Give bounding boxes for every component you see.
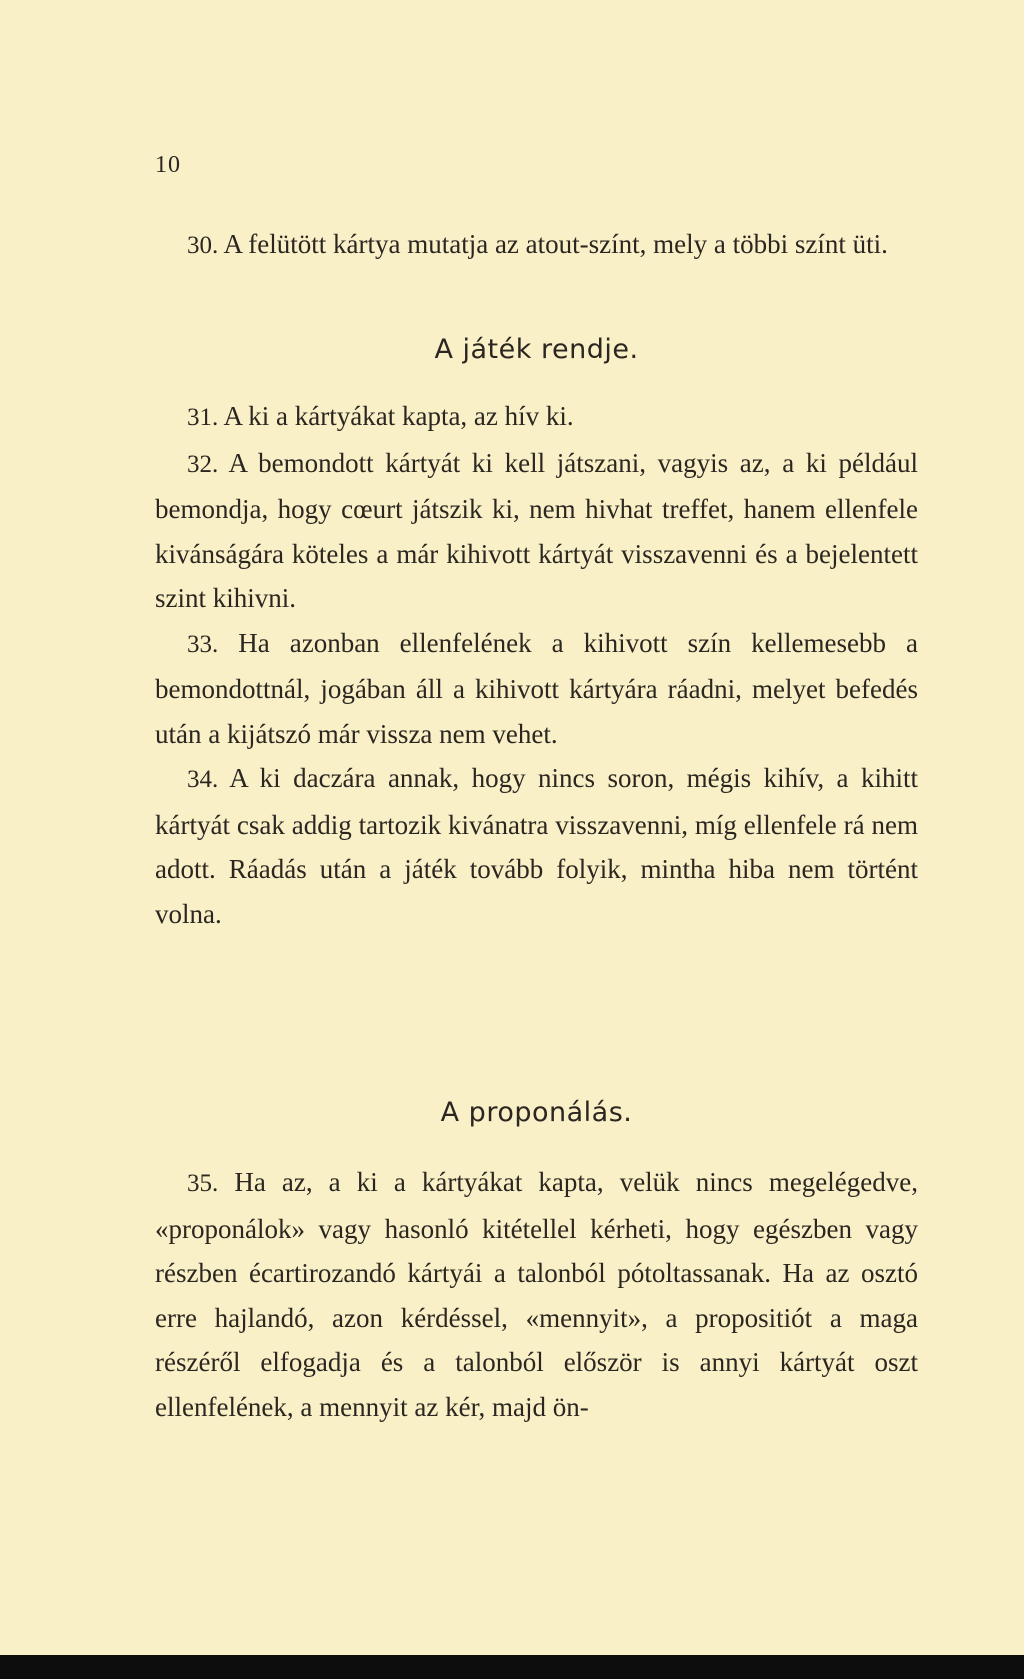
rule-30 xyxy=(155,222,918,269)
rule-34 xyxy=(155,756,918,936)
rule-text: Ha az, a ki a kártyákat kapta, velük nincs megelégedve, «proponálok» vagy hasonló kitétellel kérheti, hogy egészben vagy részben écartirozandó kártyái a talonból pótoltassanak. Ha az osztó erre hajlandó, azon kérdéssel, «mennyit», a propositiót a maga részéről elfogadja és a talonból először is annyi kártyát oszt ellenfelének, a mennyit az kér, majd ön- xyxy=(155,1167,918,1422)
rule-number: 34. xyxy=(187,766,219,793)
rule-number: 31. xyxy=(187,404,219,431)
rules-block-31-34 xyxy=(155,394,918,936)
rule-number: 32. xyxy=(187,450,219,478)
rule-35 xyxy=(155,1160,918,1429)
rule-number: 35. xyxy=(187,1170,219,1197)
rule-text: A felütött kártya mutatja az atout-színt, mely a többi színt üti. xyxy=(223,229,888,259)
rule-text: A ki daczára annak, hogy nincs soron, mégis kihív, a kihitt kártyát csak addig tartozik kivánatra visszavenni, míg ellenfele rá nem adott. Ráadás után a játék tovább folyik, mintha hiba nem történt volna. xyxy=(155,763,918,929)
rule-32 xyxy=(155,441,918,621)
rule-number: 30. xyxy=(187,232,219,259)
rule-31 xyxy=(155,394,918,441)
page-number: 10 xyxy=(155,152,181,178)
rule-35-block xyxy=(155,1160,918,1429)
section-heading-proposal: A proponálás. xyxy=(440,1097,633,1128)
section-heading-game-order: A játék rendje. xyxy=(434,334,639,365)
rule-text: A ki a kártyákat kapta, az hív ki. xyxy=(223,401,574,431)
rule-33 xyxy=(155,621,918,757)
scan-edge-bar xyxy=(0,1655,1024,1679)
rule-30-block xyxy=(155,222,918,269)
rule-text: A bemondott kártyát ki kell játszani, vagyis az, a ki például bemondja, hogy cœurt játszik ki, nem hivhat treffet, hanem ellenfele kivánságára köteles a már kihivott kártyát visszavenni és a bejelentett szint kihivni. xyxy=(155,447,918,613)
rule-number: 33. xyxy=(187,630,219,658)
rule-text: Ha azonban ellenfelének a kihivott szín kellemesebb a bemondottnál, jogában áll a kihivott kártyára ráadni, melyet befedés után a kijátszó már vissza nem vehet. xyxy=(155,627,918,749)
